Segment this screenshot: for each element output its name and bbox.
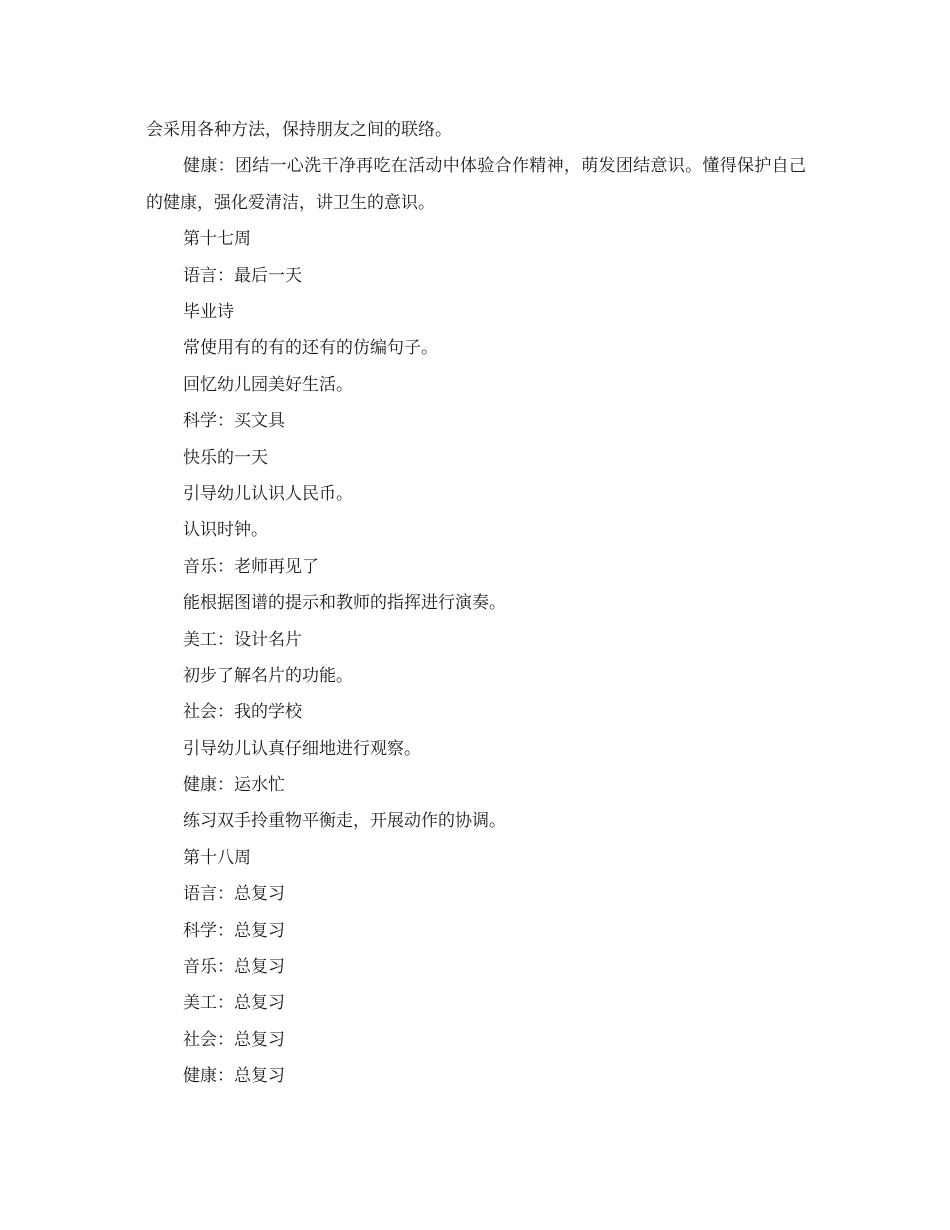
activity-goal: 认识时钟。 — [183, 520, 268, 541]
subject-health: 健康：运水忙 — [183, 775, 285, 796]
activity-goal: 能根据图谱的提示和教师的指挥进行演奏。 — [183, 593, 506, 614]
activity-title: 快乐的一天 — [183, 447, 268, 468]
activity-goal: 常使用有的有的还有的仿编句子。 — [183, 338, 438, 359]
week-heading-18: 第十八周 — [183, 847, 251, 868]
activity-goal: 初步了解名片的功能。 — [183, 665, 353, 686]
activity-goal: 回忆幼儿园美好生活。 — [183, 374, 353, 395]
activity-goal: 引导幼儿认真仔细地进行观察。 — [183, 738, 421, 759]
review-music: 音乐：总复习 — [183, 957, 285, 978]
subject-music: 音乐：老师再见了 — [183, 556, 319, 577]
subject-society: 社会：我的学校 — [183, 702, 302, 723]
review-art: 美工：总复习 — [183, 993, 285, 1014]
subject-science: 科学：买文具 — [183, 411, 285, 432]
subject-language: 语言：最后一天 — [183, 265, 302, 286]
activity-goal: 练习双手拎重物平衡走，开展动作的协调。 — [183, 811, 506, 832]
activity-goal: 引导幼儿认识人民币。 — [183, 483, 353, 504]
activity-title: 毕业诗 — [183, 301, 234, 322]
review-society: 社会：总复习 — [183, 1029, 285, 1050]
week-heading-17: 第十七周 — [183, 229, 251, 250]
paragraph-health-teamwork: 健康：团结一心洗干净再吃在活动中体验合作精神，萌发团结意识。懂得保护自己的健康，强化爱清洁，讲卫生的意识。 — [146, 156, 806, 213]
review-language: 语言：总复习 — [183, 884, 285, 905]
text-line-continuation: 会采用各种方法，保持朋友之间的联络。 — [146, 120, 452, 140]
review-science: 科学：总复习 — [183, 920, 285, 941]
review-health: 健康：总复习 — [183, 1066, 285, 1087]
document-body — [146, 112, 806, 1095]
subject-art: 美工：设计名片 — [183, 629, 302, 650]
